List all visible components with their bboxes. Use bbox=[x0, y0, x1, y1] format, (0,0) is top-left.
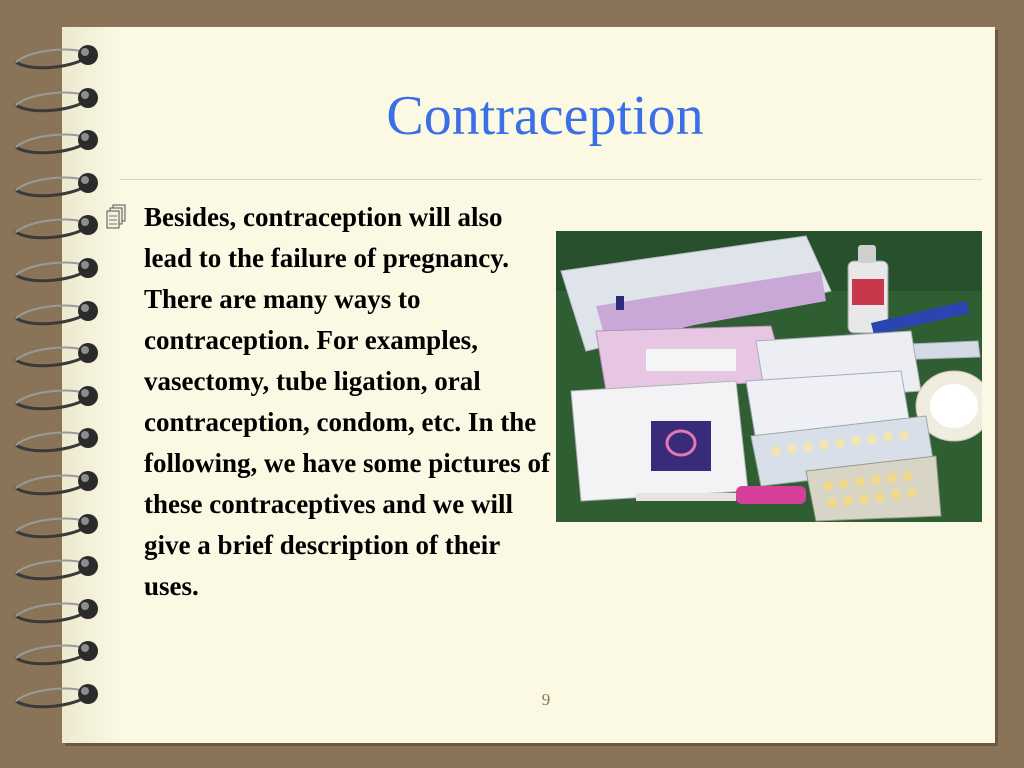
spiral-ring bbox=[10, 507, 106, 541]
spiral-ring bbox=[10, 81, 106, 115]
notebook-pages-icon bbox=[104, 204, 128, 230]
spiral-ring bbox=[10, 634, 106, 668]
spiral-ring bbox=[10, 677, 106, 711]
spiral-ring bbox=[10, 123, 106, 157]
spiral-ring bbox=[10, 336, 106, 370]
page-number: 9 bbox=[541, 690, 551, 709]
spiral-ring bbox=[10, 379, 106, 413]
spiral-ring bbox=[10, 251, 106, 285]
spiral-ring bbox=[10, 208, 106, 242]
spiral-ring bbox=[10, 549, 106, 583]
spiral-ring bbox=[10, 464, 106, 498]
spiral-ring bbox=[10, 294, 106, 328]
spiral-ring bbox=[10, 592, 106, 626]
spiral-ring bbox=[10, 421, 106, 455]
contraceptives-photo bbox=[556, 231, 982, 522]
slide-title: Contraception bbox=[386, 85, 704, 147]
spiral-ring bbox=[10, 166, 106, 200]
spiral-ring bbox=[10, 38, 106, 72]
title-divider bbox=[120, 179, 982, 180]
bullet-text: Besides, contraception will also lead to the failure of pregnancy. There are many ways to contraception. For examples, vasectomy, tube ligation, oral contraception, condom, etc. In the following, we have some pictures of these contraceptives and we will give a brief description of their uses. bbox=[144, 202, 550, 601]
